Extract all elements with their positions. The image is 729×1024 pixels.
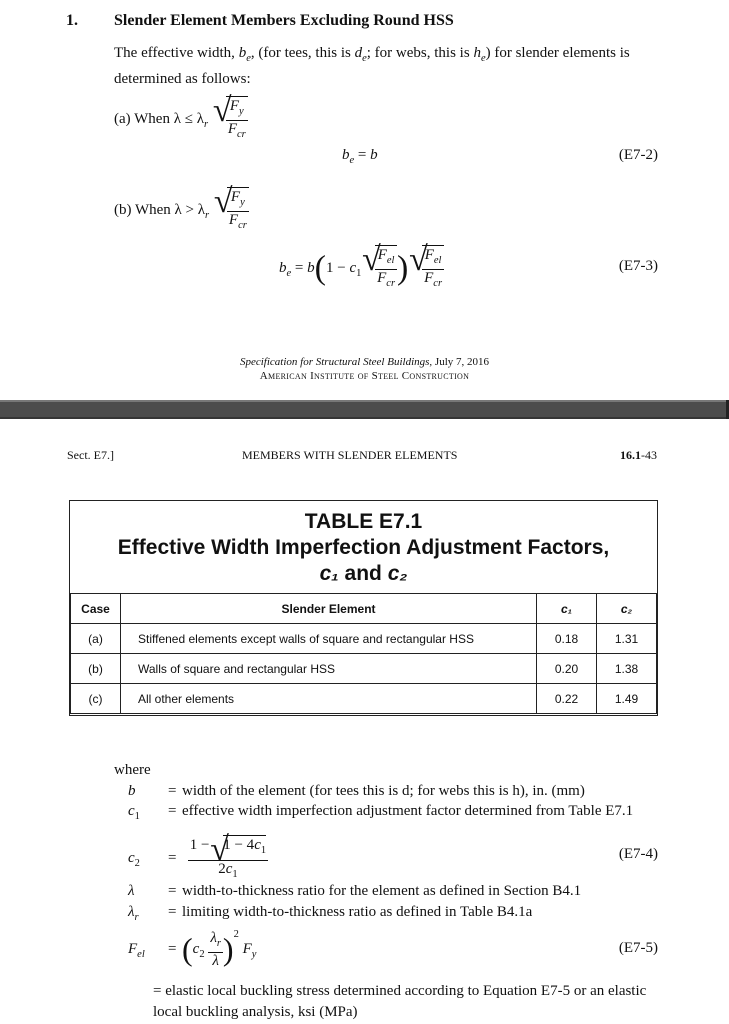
row-case: (b) bbox=[71, 654, 121, 684]
condition-b: (b) When $\lambda > \lambda_r$ √ $\frac{F_y}{F_{cr}}$ bbox=[114, 187, 249, 234]
table-subtitle: c₁ and c₂ bbox=[319, 562, 408, 585]
table-row bbox=[71, 684, 657, 714]
definition-lambda-r: $\lambda_r$ = limiting width-to-thickness ratio as defined in Table B4.1a bbox=[128, 904, 533, 923]
row-case: (a) bbox=[71, 624, 121, 654]
section-title: Slender Element Members Excluding Round HSS bbox=[114, 12, 454, 29]
header-c1: c₁ bbox=[537, 594, 597, 624]
table-e7-1 bbox=[69, 500, 658, 716]
running-header-page: 16.1-43 bbox=[620, 448, 657, 462]
equation-number-e7-4: (E7-4) bbox=[618, 846, 658, 862]
equation-e7-2: $b_e = b$ bbox=[342, 147, 378, 166]
table-number: TABLE E7.1 bbox=[304, 510, 423, 533]
row-c1: 0.22 bbox=[537, 684, 597, 714]
definition-c1: $c_1$ = effective width imperfection adjustment factor determined from Table E7.1 bbox=[128, 803, 634, 822]
footer-publisher: American Institute of Steel Construction bbox=[259, 370, 470, 382]
equation-e7-3: $b_e = b(1 - c_1$ √ $\frac{F_{el}}{F_{cr}}$ ) √ $\frac{F_{el}}{F_{cr}}$ bbox=[279, 245, 444, 292]
page-divider bbox=[0, 400, 729, 419]
intro-paragraph: The effective width, $b_e$, (for tees, this is $d_e$; for webs, this is $h_e$) for slender elements is determined as follows: bbox=[114, 45, 630, 87]
row-c2: 1.31 bbox=[597, 624, 657, 654]
condition-a: (a) When $\lambda \le \lambda_r$ √ $\frac{F_y}{F_{cr}}$ bbox=[114, 96, 248, 143]
condition-a-label: (a) When λ ≤ λ bbox=[114, 110, 204, 127]
definition-fel: = elastic local buckling stress determined according to Equation E7-5 or an elastic local buckling analysis, ksi (MPa) bbox=[153, 983, 647, 1020]
row-c2: 1.49 bbox=[597, 684, 657, 714]
table-row bbox=[71, 624, 657, 654]
section-number: 1. bbox=[66, 12, 78, 29]
running-header-title: MEMBERS WITH SLENDER ELEMENTS bbox=[242, 448, 458, 462]
table-row bbox=[71, 654, 657, 684]
table-header-row bbox=[71, 594, 657, 624]
row-element: Stiffened elements except walls of square and rectangular HSS bbox=[121, 624, 537, 654]
equation-number-e7-2: (E7-2) bbox=[618, 147, 658, 163]
row-c2: 1.38 bbox=[597, 654, 657, 684]
page-footer bbox=[0, 355, 729, 383]
header-case: Case bbox=[71, 594, 121, 624]
factors-table bbox=[70, 593, 657, 714]
equation-number-e7-3: (E7-3) bbox=[618, 258, 658, 274]
equation-number-e7-5: (E7-5) bbox=[618, 940, 658, 956]
row-c1: 0.20 bbox=[537, 654, 597, 684]
definition-b: b = width of the element (for tees this is d; for webs this is h), in. (mm) bbox=[128, 783, 585, 799]
condition-b-label: (b) When λ > λ bbox=[114, 201, 206, 218]
equation-e7-4: $c_2$ = $\frac{1 - √ 1 - 4c_1}{2c_1}$ bbox=[128, 835, 268, 883]
header-element: Slender Element bbox=[121, 594, 537, 624]
row-c1: 0.18 bbox=[537, 624, 597, 654]
running-header-section: Sect. E7.] bbox=[67, 448, 114, 462]
footer-date: July 7, 2016 bbox=[434, 356, 490, 368]
definition-lambda: λ = width-to-thickness ratio for the element as defined in Section B4.1 bbox=[128, 883, 582, 899]
row-element: Walls of square and rectangular HSS bbox=[121, 654, 537, 684]
row-case: (c) bbox=[71, 684, 121, 714]
row-element: All other elements bbox=[121, 684, 537, 714]
table-title: Effective Width Imperfection Adjustment Factors, bbox=[117, 536, 610, 559]
equation-e7-5: $F_{el} = (c_2$ $\frac{\lambda_r}{\lambda}$ )$^2$ $F_y$ bbox=[128, 928, 257, 969]
footer-title: Specification for Structural Steel Buildings, bbox=[239, 356, 433, 368]
where-label: where bbox=[114, 762, 151, 778]
header-c2: c₂ bbox=[597, 594, 657, 624]
